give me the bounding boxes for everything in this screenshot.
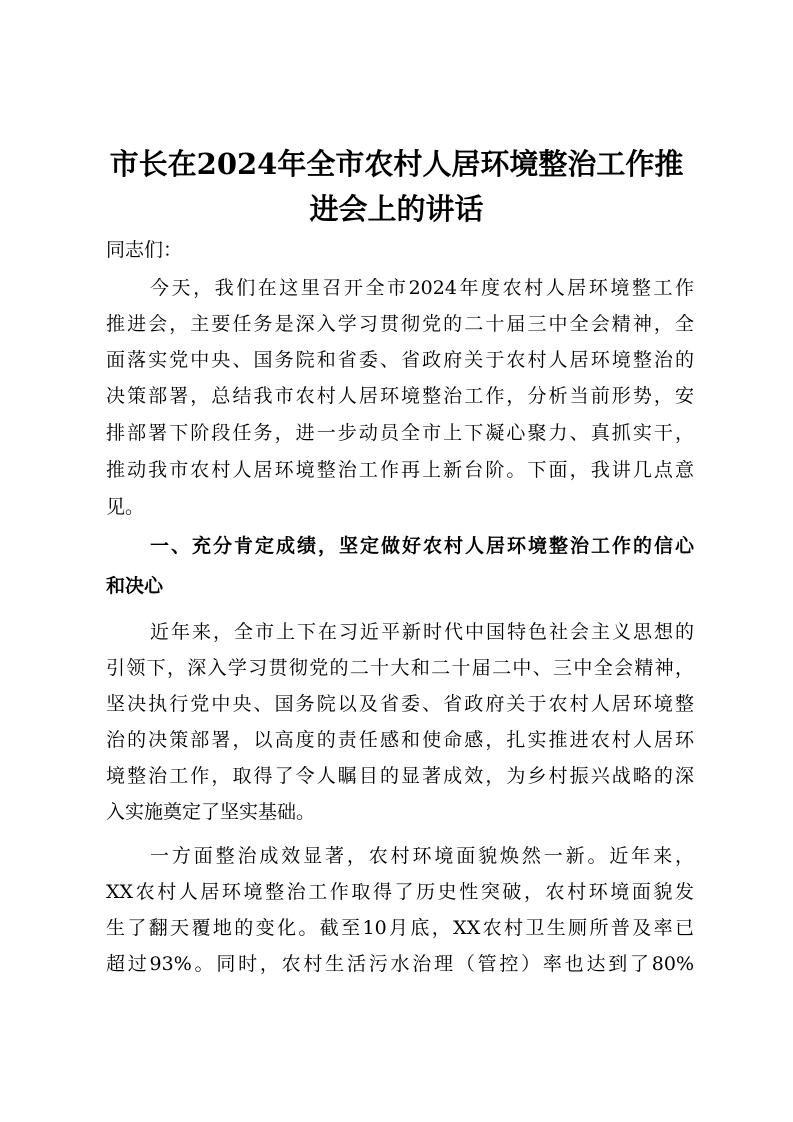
paragraph-line: 推动我市农村人居环境整治工作再上新台阶。下面，我讲几点意: [106, 459, 694, 481]
paragraph-line: 排部署下阶段任务，进一步动员全市上下凝心聚力、真抓实干，: [106, 422, 694, 444]
paragraph-line: 今天，我们在这里召开全市2024年度农村人居环境整工作: [150, 277, 694, 299]
paragraph-line: 一方面整治成效显著，农村环境面貌焕然一新。近年来，: [150, 845, 694, 867]
paragraph-line: 推进会，主要任务是深入学习贯彻党的二十届三中全会精神，全: [106, 313, 694, 335]
paragraph-line: 入实施奠定了坚实基础。: [106, 801, 316, 823]
paragraph-line: 超过93%。同时，农村生活污水治理（管控）率也达到了80%: [106, 953, 694, 975]
paragraph-line: 坚决执行党中央、国务院以及省委、省政府关于农村人居环境整: [106, 693, 694, 715]
document-title-line-1: 市长在2024年全市农村人居环境整治工作推: [109, 147, 684, 181]
paragraph-line: 治的决策部署，以高度的责任感和使命感，扎实推进农村人居环: [106, 729, 694, 751]
paragraph-line: 近年来，全市上下在习近平新时代中国特色社会主义思想的: [150, 621, 694, 643]
paragraph-line: 面落实党中央、国务院和省委、省政府关于农村人居环境整治的: [106, 349, 694, 371]
heading-line: 一、充分肯定成绩，坚定做好农村人居环境整治工作的信心: [150, 535, 694, 557]
paragraph-line: 境整治工作，取得了令人瞩目的显著成效，为乡村振兴战略的深: [106, 765, 694, 787]
salutation: 同志们：: [106, 239, 183, 261]
document-title-line-2: 进会上的讲话: [309, 192, 484, 226]
paragraph-line: 生了翻天覆地的变化。截至10月底，XX农村卫生厕所普及率已: [106, 917, 694, 939]
paragraph-line: XX农村人居环境整治工作取得了历史性突破，农村环境面貌发: [106, 881, 694, 903]
paragraph-line: 引领下，深入学习贯彻党的二十大和二十届二中、三中全会精神，: [106, 657, 694, 679]
heading-line: 和决心: [106, 575, 164, 597]
paragraph-line: 见。: [106, 496, 145, 518]
paragraph-line: 决策部署，总结我市农村人居环境整治工作，分析当前形势，安: [106, 385, 694, 407]
